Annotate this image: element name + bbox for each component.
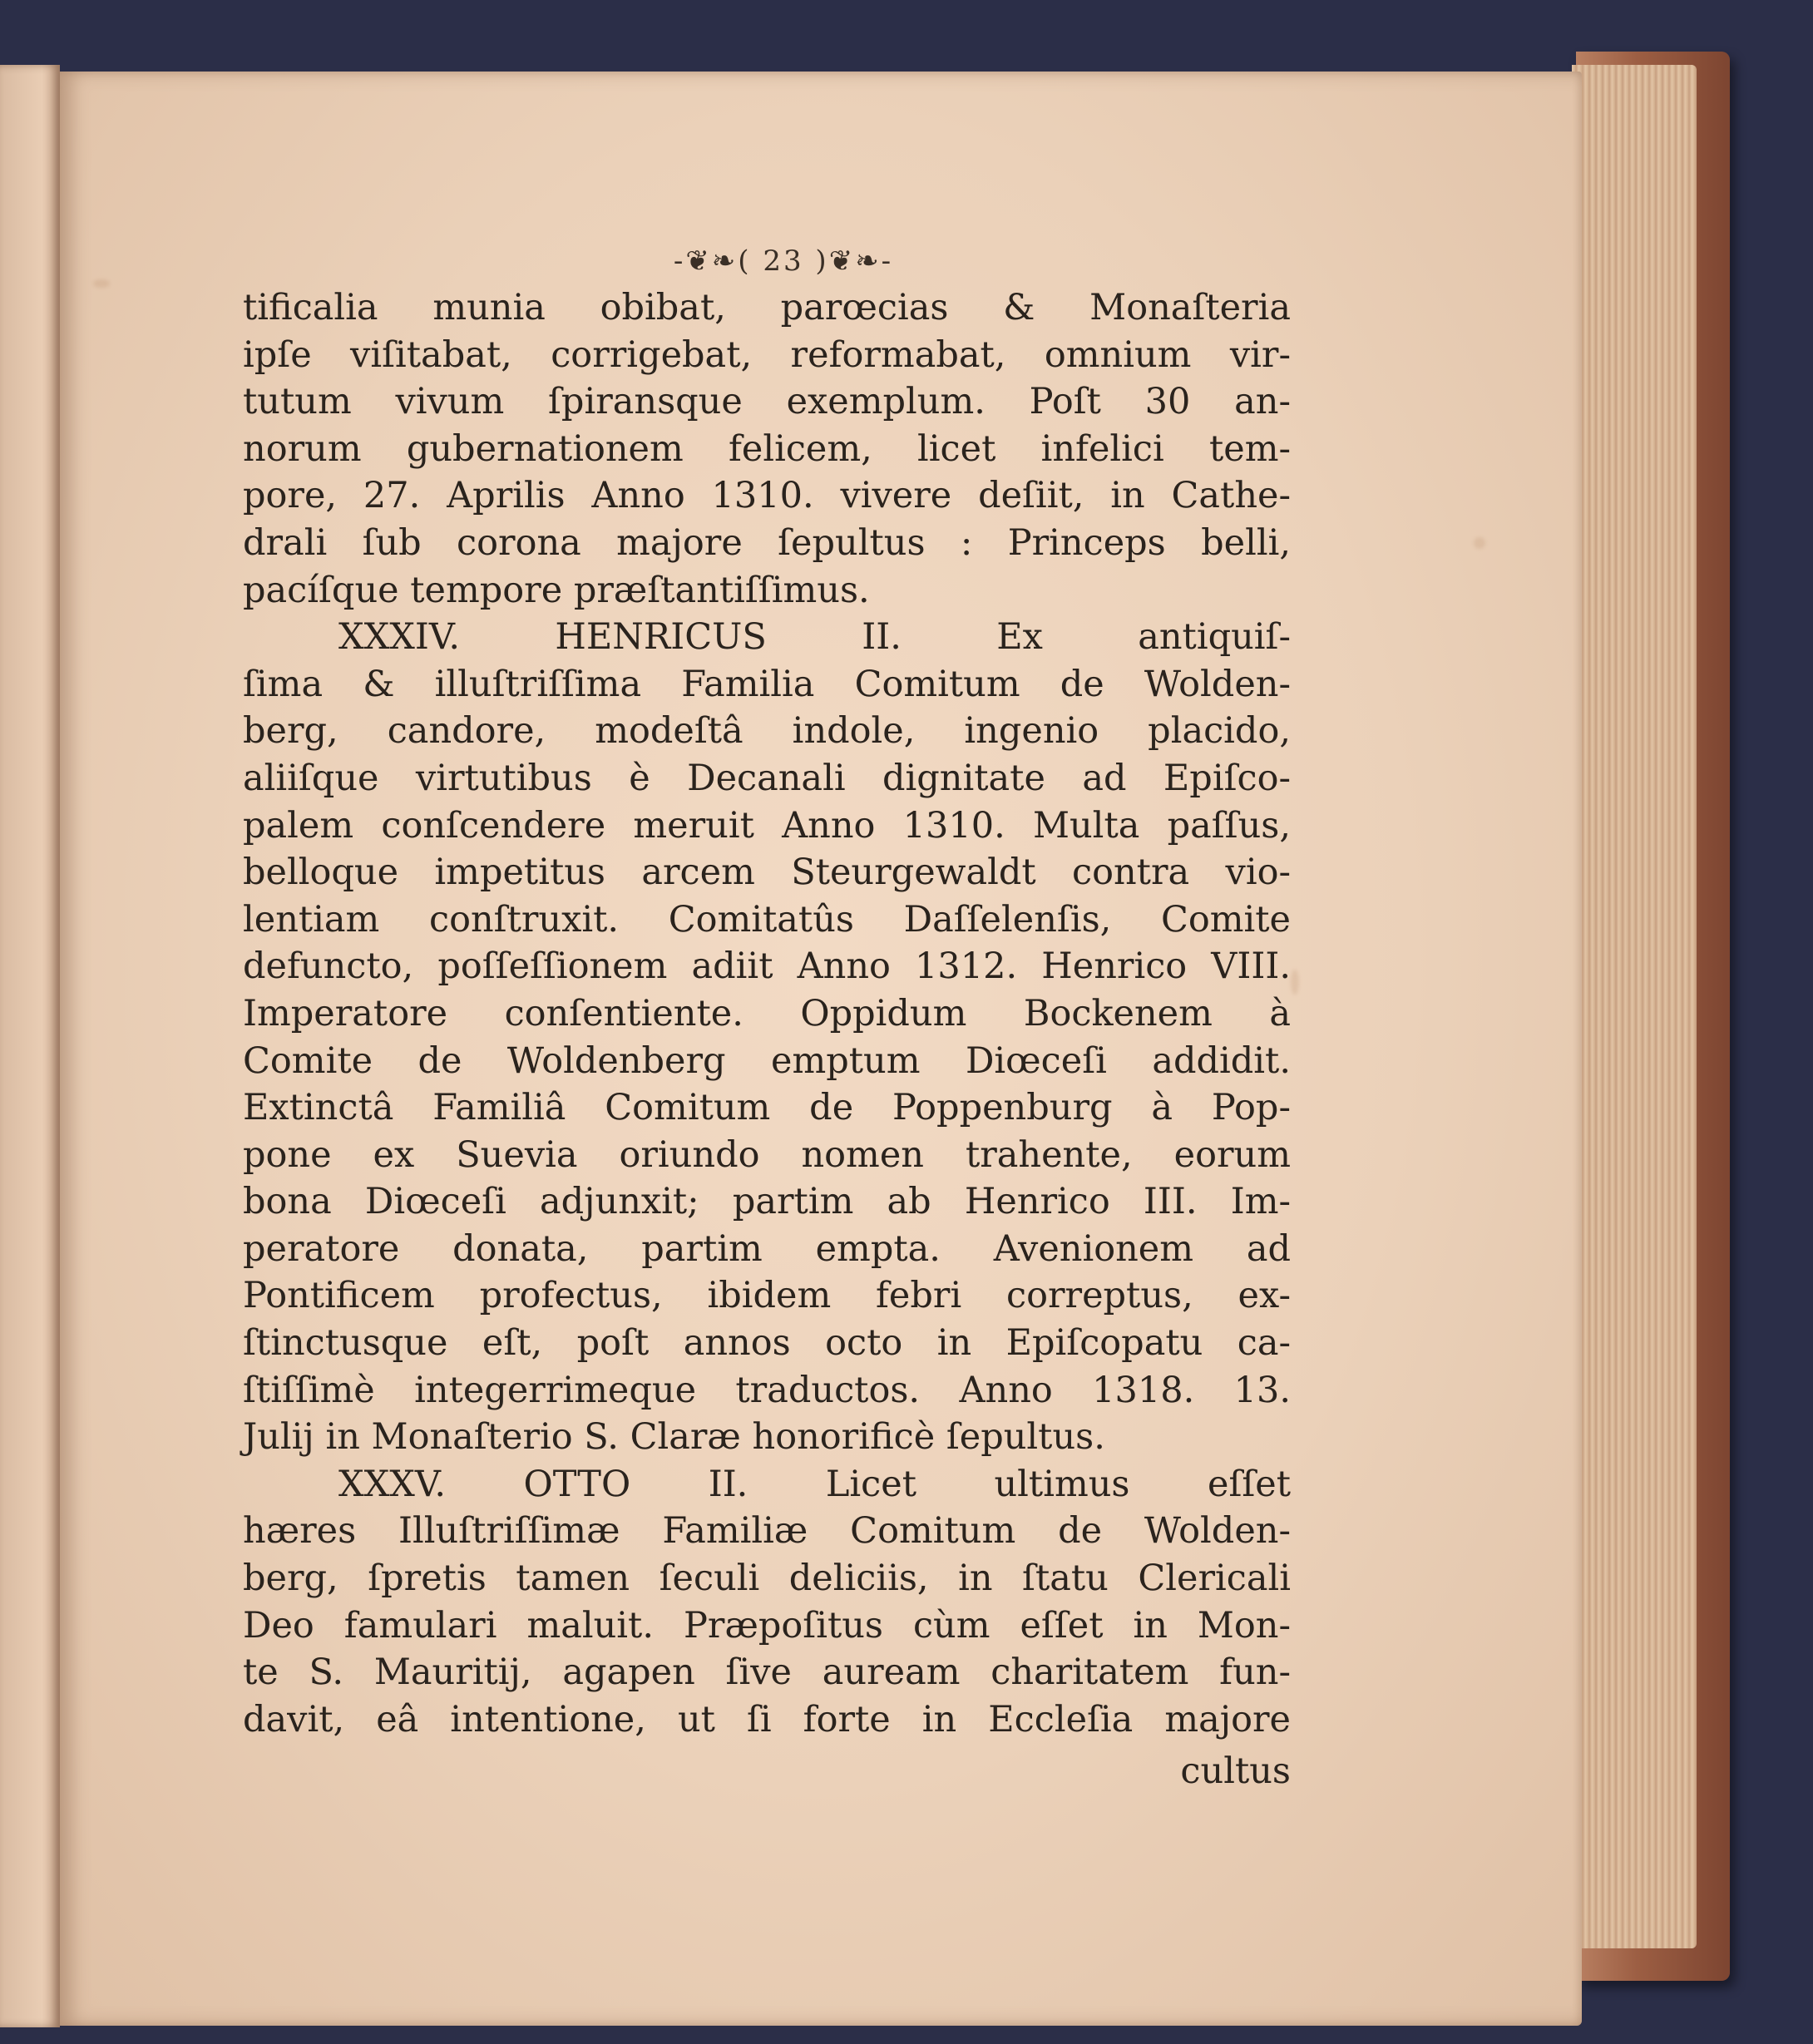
- text-line: tificalia munia obibat, parœcias & Monaſteria: [243, 287, 1291, 328]
- text-line: defuncto, poſſeſſionem adiit Anno 1312. Henrico VIII.: [243, 945, 1291, 988]
- text-line: hæres Illuſtriſſimæ Familiæ Comitum de Wolden-: [243, 1510, 1291, 1553]
- text-line: norum gubernationem felicem, licet infelici tem-: [243, 427, 1291, 470]
- text-line: davit, eâ intentione, ut ſi forte in Eccleſia majore: [243, 1698, 1291, 1740]
- paper-spot: [93, 279, 110, 288]
- page-edges: [1572, 65, 1697, 1948]
- paper-mark: [1291, 970, 1299, 995]
- text-line: Extinctâ Familiâ Comitum de Poppenburg à Pop-: [243, 1087, 1291, 1129]
- text-line: te S. Mauritij, agapen ſive auream charitatem fun-: [243, 1651, 1291, 1694]
- text-line: ſtiſſimè integerrimeque traductos. Anno 1318. 13.: [243, 1369, 1291, 1411]
- text-line: drali ſub corona majore ſepultus : Princeps belli,: [243, 521, 1291, 564]
- text-line: Pontificem profectus, ibidem febri correptus, ex-: [243, 1275, 1291, 1317]
- text-line: pacíſque tempore præſtantiſſimus.: [243, 569, 870, 611]
- text-line: pore, 27. Aprilis Anno 1310. vivere deſiit, in Cathe-: [243, 475, 1291, 517]
- text-line: bona Diœceſi adjunxit; partim ab Henrico III. Im-: [243, 1181, 1291, 1223]
- text-line: Julij in Monaſterio S. Claræ honorificè ſepultus.: [243, 1416, 1105, 1459]
- text-line: aliiſque virtutibus è Decanali dignitate ad Epiſco-: [243, 757, 1291, 799]
- left-page-edge: [0, 65, 60, 2027]
- catchword: cultus: [1180, 1750, 1291, 1793]
- text-line: pone ex Suevia oriundo nomen trahente, eorum: [243, 1133, 1291, 1176]
- text-block: [243, 238, 1291, 1795]
- paper-spot: [1474, 537, 1485, 549]
- text-line: ipſe viſitabat, corrigebat, reformabat, omnium vir-: [243, 333, 1291, 376]
- text-line: peratore donata, partim empta. Avenionem ad: [243, 1227, 1291, 1270]
- text-line: belloque impetitus arcem Steurgewaldt contra vio-: [243, 852, 1291, 894]
- text-line: Comite de Woldenberg emptum Diœceſi addidit.: [243, 1039, 1291, 1082]
- text-line: palem conſcendere meruit Anno 1310. Multa paſſus,: [243, 804, 1291, 847]
- section-heading-line: XXXIV. HENRICUS II. Ex antiquiſ-: [338, 616, 1291, 659]
- text-line: Deo famulari maluit. Præpoſitus cùm eſſet in Mon-: [243, 1604, 1291, 1647]
- text-line: lentiam conſtruxit. Comitatûs Daſſelenſis, Comite: [243, 898, 1291, 941]
- text-line: berg, ſpretis tamen ſeculi deliciis, in ſtatu Clericali: [243, 1558, 1291, 1600]
- text-line: berg, candore, modeſtâ indole, ingenio placido,: [243, 710, 1291, 753]
- page-header: -❦❧( 23 )❦❧-: [673, 244, 894, 278]
- text-line: Imperatore conſentiente. Oppidum Bockenem à: [243, 992, 1291, 1034]
- section-heading-line: XXXV. OTTO II. Licet ultimus eſſet: [338, 1463, 1291, 1505]
- text-line: tutum vivum ſpiransque exemplum. Poſt 30 an-: [243, 381, 1291, 423]
- text-line: ſtinctusque eſt, poſt annos octo in Epiſcopatu ca-: [243, 1322, 1291, 1365]
- text-line: ſima & illuſtriſſima Familia Comitum de Wolden-: [243, 663, 1291, 705]
- book-page: [60, 72, 1582, 2026]
